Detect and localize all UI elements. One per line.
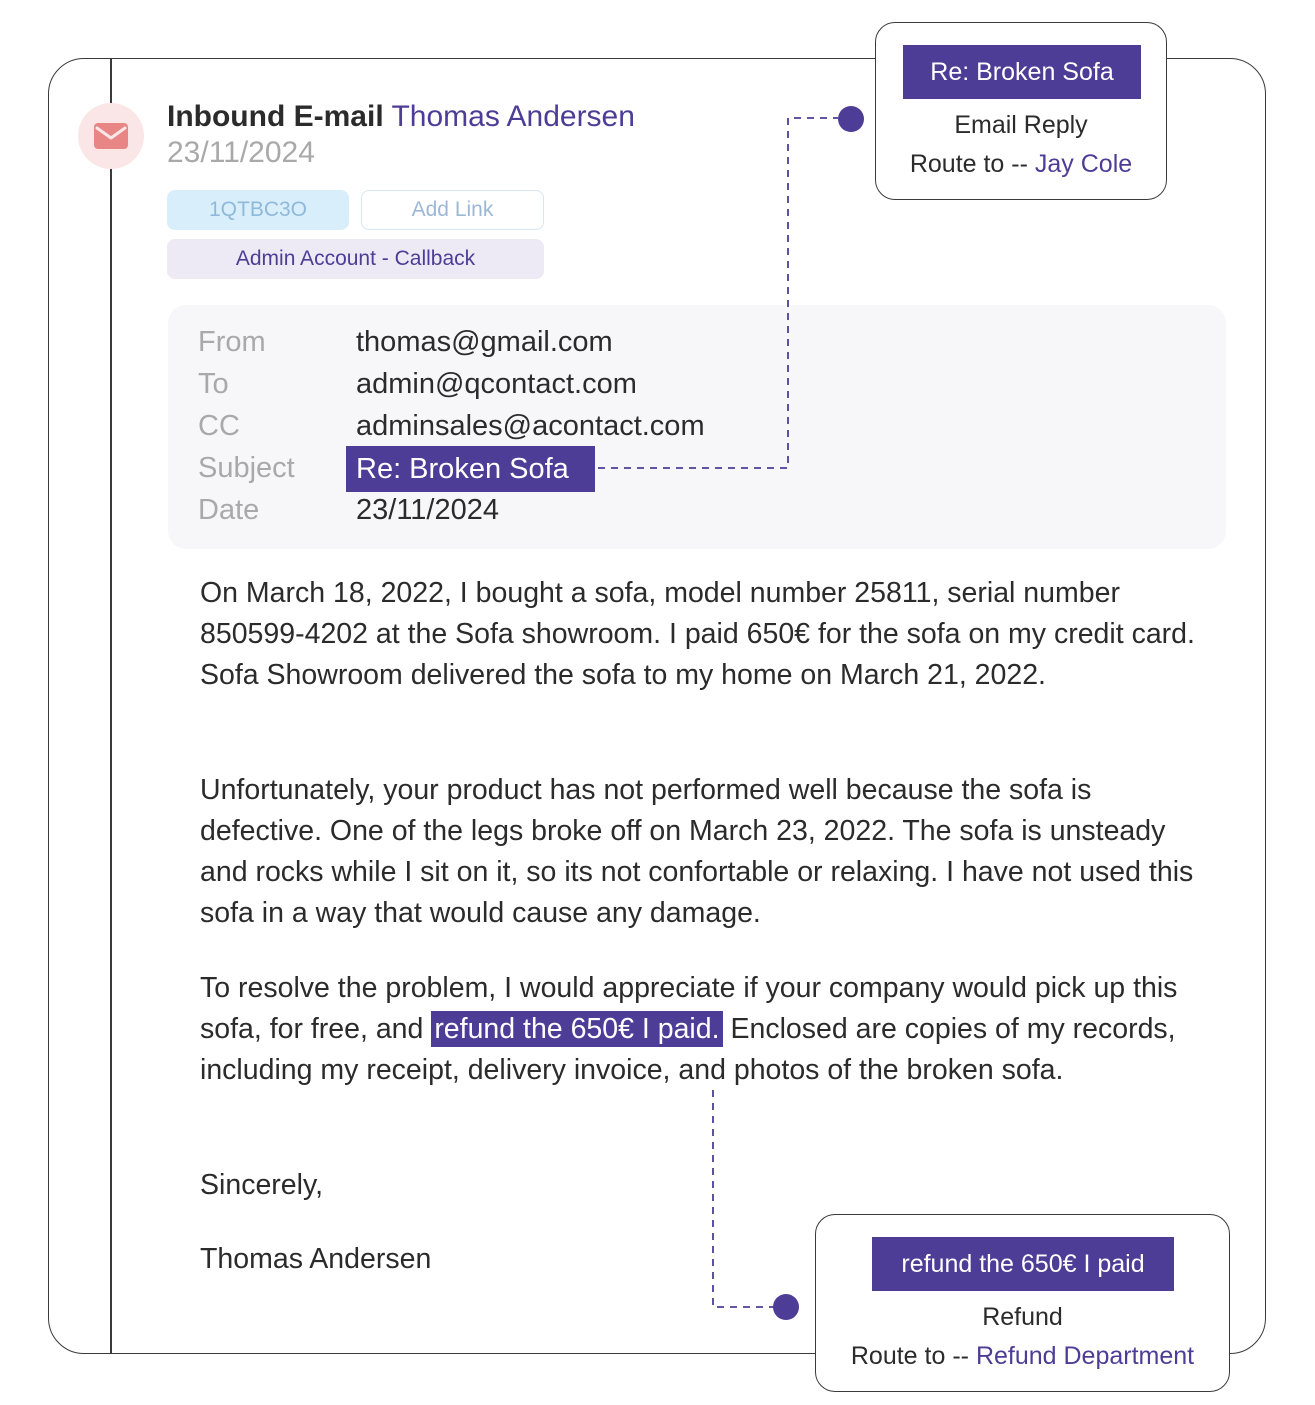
subject-connector-line	[598, 118, 838, 468]
email-date: 23/11/2024	[167, 136, 315, 169]
email-type-label: Inbound E-mail	[167, 100, 384, 133]
refund-highlight[interactable]: refund the 650€ I paid.	[431, 1011, 722, 1047]
body-paragraph-3-before: To resolve the problem, I would appreciate if your company would pick up this sofa, for free, and	[200, 972, 1178, 1045]
refund-route-callout[interactable]	[815, 1214, 1230, 1392]
body-paragraph-3-after: Enclosed are copies of my records, including my receipt, delivery invoice, and photos of the broken sofa.	[200, 1013, 1176, 1086]
meta-from: thomas@gmail.com	[356, 326, 613, 358]
body-paragraph-2: Unfortunately, your product has not performed well because the sofa is defective. One of the legs broke off on March 23, 2022. The sofa is unsteady and rocks while I sit on it, so its not confortable or relaxing. I have not used this sofa in a way that would cause any damage.	[200, 774, 1194, 929]
callout-refund-pill: refund the 650€ I paid	[872, 1237, 1174, 1291]
callout-subject-action: Email Reply	[954, 111, 1088, 139]
body-paragraph-1: On March 18, 2022, I bought a sofa, model number 25811, serial number 850599-4202 at the Sofa showroom. I paid 650€ for the sofa on my credit card. Sofa Showroom delivered the sofa to my home on March 21, 2022.	[200, 577, 1195, 691]
meta-label-to: To	[198, 368, 229, 400]
meta-cc: adminsales@acontact.com	[356, 410, 705, 442]
callout-subject-route-target[interactable]: Jay Cole	[1034, 150, 1133, 178]
meta-label-subject: Subject	[198, 452, 295, 484]
subject-connector-dot	[838, 106, 864, 132]
signature-text: Thomas Andersen	[200, 1243, 432, 1275]
callout-refund-route-target[interactable]: Refund Department	[975, 1342, 1195, 1370]
callout-subject-route	[876, 150, 1166, 179]
refund-connector-dot	[773, 1294, 799, 1320]
meta-subject-highlight[interactable]: Re: Broken Sofa	[346, 446, 595, 492]
callout-refund-route	[816, 1342, 1229, 1371]
add-link-button[interactable]: Add Link	[361, 190, 544, 230]
account-chip[interactable]: Admin Account - Callback	[167, 239, 544, 279]
meta-label-from: From	[198, 326, 266, 358]
contact-name[interactable]: Thomas Andersen	[391, 100, 635, 133]
meta-label-date: Date	[198, 494, 260, 526]
ticket-id-chip[interactable]: 1QTBC3O	[167, 190, 349, 230]
callout-subject-route-prefix: Route to --	[909, 150, 1028, 178]
meta-date: 23/11/2024	[356, 494, 499, 526]
callout-refund-route-prefix: Route to --	[850, 1342, 969, 1370]
meta-to: admin@qcontact.com	[356, 368, 637, 400]
callout-refund-action: Refund	[982, 1303, 1063, 1331]
meta-label-cc: CC	[198, 410, 240, 442]
closing-text: Sincerely,	[200, 1169, 324, 1201]
callout-subject-pill: Re: Broken Sofa	[903, 45, 1141, 99]
subject-route-callout[interactable]	[875, 22, 1167, 200]
refund-connector-line	[713, 1090, 775, 1307]
